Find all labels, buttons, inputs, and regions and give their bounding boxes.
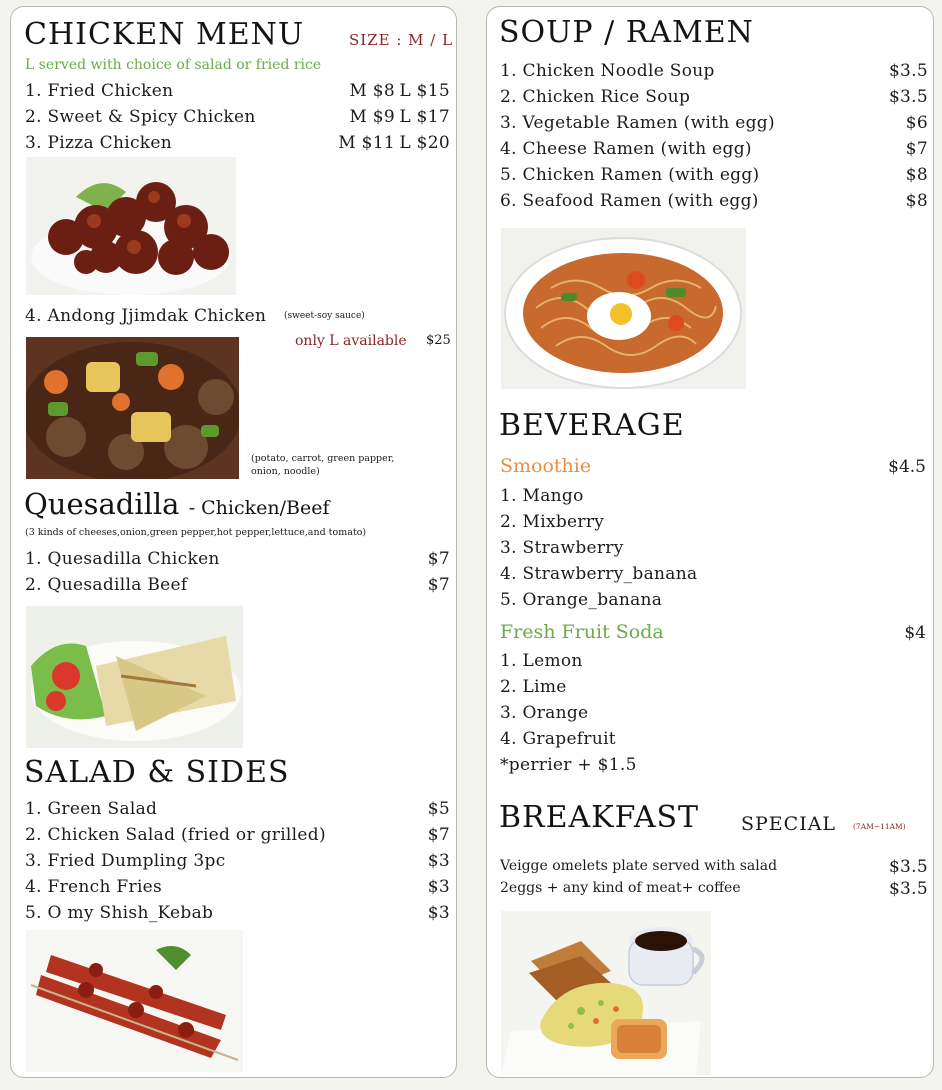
salad-list bbox=[25, 796, 450, 926]
price-l: L $20 bbox=[399, 133, 450, 153]
item-price: $7 bbox=[427, 825, 450, 845]
item-name: 4. French Fries bbox=[25, 877, 163, 897]
jjimdak-ingredients bbox=[251, 452, 394, 478]
breakfast-hours: (7AM~11AM) bbox=[853, 822, 906, 831]
quesadilla-subtitle: - Chicken/Beef bbox=[188, 497, 330, 519]
item-name: 6. Seafood Ramen (with egg) bbox=[500, 191, 759, 211]
item-name: 2. Chicken Salad (fried or grilled) bbox=[25, 825, 326, 845]
item-price: $5 bbox=[427, 799, 450, 819]
menu-item bbox=[25, 900, 450, 926]
item-price: $3 bbox=[427, 851, 450, 871]
breakfast-list bbox=[500, 854, 928, 898]
menu-item bbox=[25, 822, 450, 848]
item-price: $3.5 bbox=[888, 87, 928, 107]
menu-item bbox=[25, 874, 450, 900]
item-name: 3. Vegetable Ramen (with egg) bbox=[500, 113, 775, 133]
menu-item bbox=[25, 796, 450, 822]
item-price: $3.5 bbox=[888, 61, 928, 81]
quesadilla-title-text: Quesadilla bbox=[24, 487, 180, 521]
menu-item bbox=[500, 188, 928, 214]
price-m: M $8 bbox=[349, 81, 395, 101]
menu-item bbox=[25, 546, 450, 572]
jjimdak-availability: only L available bbox=[295, 333, 407, 349]
item-price: $3 bbox=[427, 903, 450, 923]
item-name: 1. Green Salad bbox=[25, 799, 158, 819]
item-name: 1. Chicken Noodle Soup bbox=[500, 61, 715, 81]
item-price: $7 bbox=[905, 139, 928, 159]
menu-item bbox=[25, 78, 450, 104]
ingredients-line: (potato, carrot, green papper, bbox=[251, 453, 395, 464]
smoothie-label: Smoothie bbox=[500, 455, 592, 477]
breakfast-title: BREAKFAST bbox=[499, 800, 700, 835]
item-name: 3. Pizza Chicken bbox=[25, 133, 172, 153]
menu-item bbox=[500, 854, 928, 876]
quesadilla-title bbox=[24, 487, 330, 521]
item-name: 2. Chicken Rice Soup bbox=[500, 87, 691, 107]
item-name: 1. Fried Chicken bbox=[25, 81, 174, 101]
ingredients-line: onion, noodle) bbox=[251, 466, 320, 477]
menu-item bbox=[500, 58, 928, 84]
list-item: 1. Lemon bbox=[500, 651, 583, 671]
item-price: $3.5 bbox=[888, 879, 928, 899]
item-price: $7 bbox=[427, 575, 450, 595]
list-item: 2. Mixberry bbox=[500, 512, 605, 532]
menu-item bbox=[500, 84, 928, 110]
item-name: 4. Cheese Ramen (with egg) bbox=[500, 139, 752, 159]
item-price: $3 bbox=[427, 877, 450, 897]
soda-list bbox=[500, 648, 637, 778]
list-item: 4. Strawberry_banana bbox=[500, 564, 698, 584]
price-m: M $11 bbox=[338, 133, 395, 153]
item-name: 2. Sweet & Spicy Chicken bbox=[25, 107, 256, 127]
chicken-note: L served with choice of salad or fried rice bbox=[25, 57, 322, 73]
price-l: L $15 bbox=[399, 81, 450, 101]
list-item: 5. Orange_banana bbox=[500, 590, 663, 610]
ramen-photo bbox=[501, 228, 746, 389]
menu-item bbox=[25, 572, 450, 598]
menu-item bbox=[500, 876, 928, 898]
menu-item bbox=[25, 130, 450, 156]
item-name: Veigge omelets plate served with salad bbox=[500, 858, 778, 874]
quesadilla-note: (3 kinds of cheeses,onion,green pepper,hot pepper,lettuce,and tomato) bbox=[25, 527, 367, 538]
menu-panel-left bbox=[10, 6, 457, 1078]
item-price: $6 bbox=[905, 113, 928, 133]
price-m: M $9 bbox=[349, 107, 395, 127]
menu-item bbox=[500, 136, 928, 162]
jjimdak-name: 4. Andong Jjimdak Chicken bbox=[25, 306, 267, 326]
item-price: $7 bbox=[427, 549, 450, 569]
list-item: 4. Grapefruit bbox=[500, 729, 616, 749]
jjimdak-photo bbox=[26, 337, 239, 479]
list-item: 3. Strawberry bbox=[500, 538, 624, 558]
breakfast-plate-photo bbox=[501, 911, 711, 1075]
item-name: 3. Fried Dumpling 3pc bbox=[25, 851, 226, 871]
chicken-list bbox=[25, 78, 450, 156]
menu-panel-right bbox=[486, 6, 934, 1078]
item-price: $3.5 bbox=[888, 857, 928, 877]
menu-item bbox=[500, 110, 928, 136]
soda-label: Fresh Fruit Soda bbox=[500, 621, 664, 643]
salad-title: SALAD & SIDES bbox=[24, 755, 290, 790]
soda-price: $4 bbox=[904, 623, 926, 643]
breakfast-special: SPECIAL bbox=[741, 813, 837, 835]
fried-chicken-photo bbox=[26, 157, 236, 295]
menu-item bbox=[25, 848, 450, 874]
price-l: L $17 bbox=[399, 107, 450, 127]
jjimdak-price: $25 bbox=[426, 333, 451, 348]
quesadilla-list bbox=[25, 546, 450, 598]
item-name: 5. O my Shish_Kebab bbox=[25, 903, 214, 923]
soup-list bbox=[500, 58, 928, 214]
menu-item bbox=[25, 104, 450, 130]
item-name: 1. Quesadilla Chicken bbox=[25, 549, 220, 569]
item-name: 2eggs + any kind of meat+ coffee bbox=[500, 880, 741, 896]
smoothie-price: $4.5 bbox=[888, 457, 926, 477]
chicken-menu-title: CHICKEN MENU bbox=[24, 17, 305, 52]
beverage-title: BEVERAGE bbox=[499, 408, 685, 443]
jjimdak-sauce: (sweet-soy sauce) bbox=[284, 311, 365, 321]
list-item: 2. Lime bbox=[500, 677, 567, 697]
quesadilla-photo bbox=[26, 606, 243, 748]
menu-item bbox=[500, 162, 928, 188]
shish-kebab-photo bbox=[26, 930, 243, 1072]
item-price: $8 bbox=[905, 191, 928, 211]
size-label: SIZE : M / L bbox=[349, 31, 454, 49]
soup-title: SOUP / RAMEN bbox=[499, 15, 754, 50]
list-item: 3. Orange bbox=[500, 703, 589, 723]
smoothie-list bbox=[500, 483, 697, 613]
item-name: 2. Quesadilla Beef bbox=[25, 575, 188, 595]
item-price: $8 bbox=[905, 165, 928, 185]
item-name: 5. Chicken Ramen (with egg) bbox=[500, 165, 760, 185]
perrier-note: *perrier + $1.5 bbox=[500, 755, 637, 775]
list-item: 1. Mango bbox=[500, 486, 584, 506]
